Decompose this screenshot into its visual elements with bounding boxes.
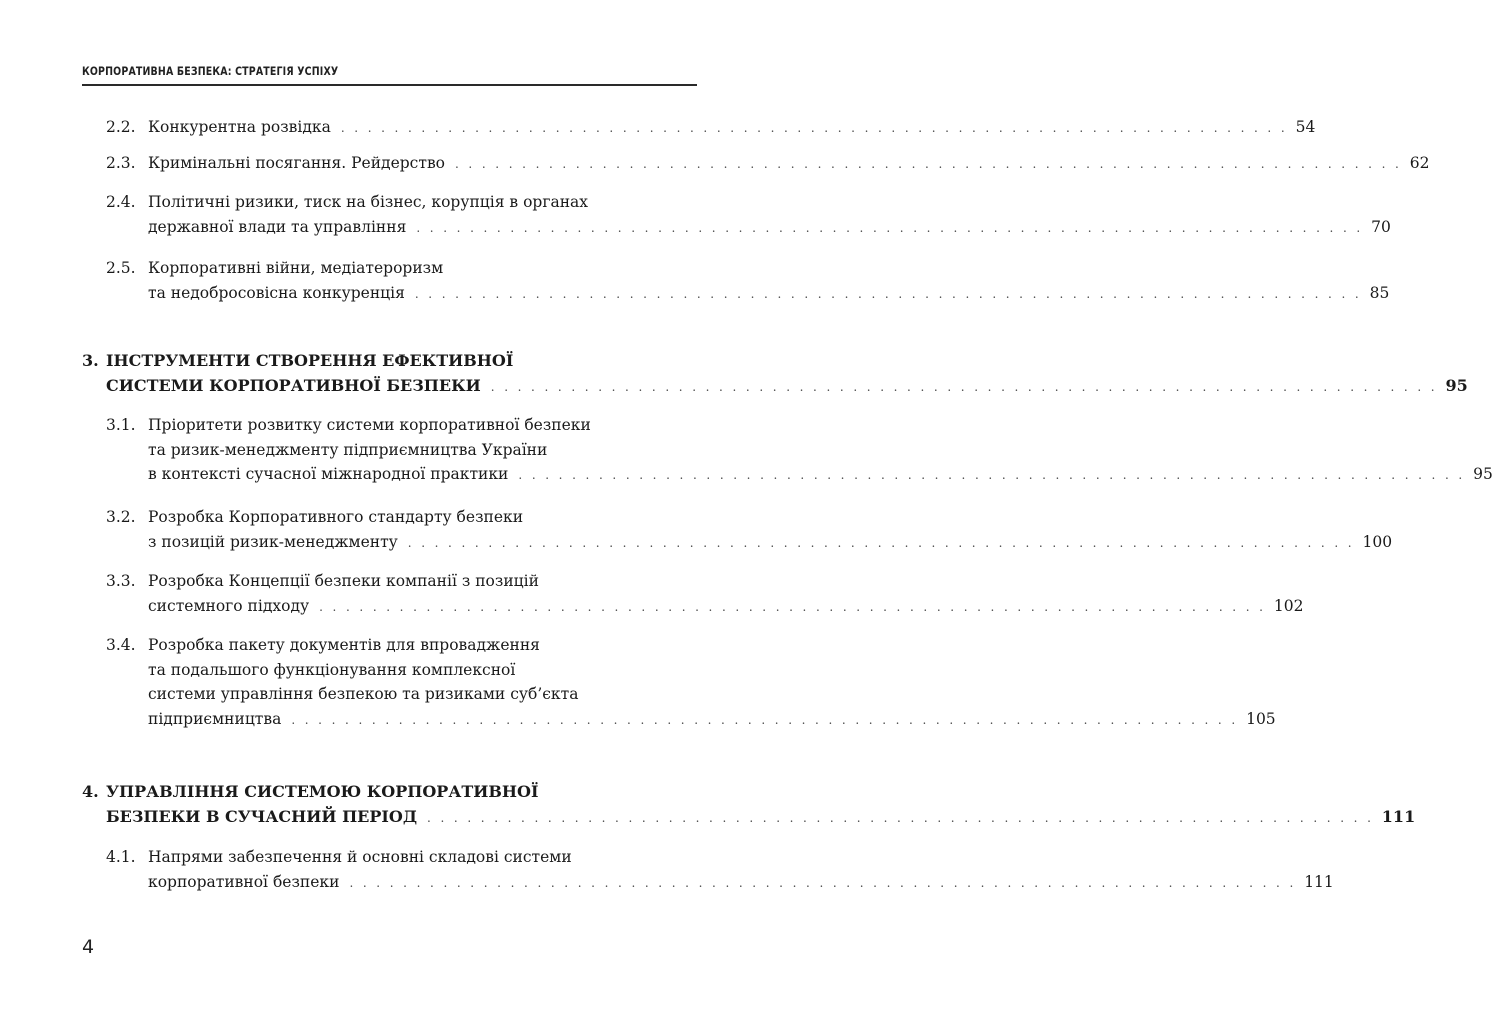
toc-chapter-3[interactable] [82,349,1468,399]
toc-entry-3-2[interactable] [82,505,1393,555]
toc-entry-2-3[interactable] [82,151,1430,177]
toc-page-number: 70 [1371,217,1391,236]
dot-leader: . . . . . . . . . . . . . . . . . . . . . . . . . . . . . . . . . . . . . . . . . . . . . . . . . . . . . . . . . . . . . . . . . . . . . . . [518,468,1466,482]
toc-entry-3-3[interactable] [82,569,1304,619]
toc-chapter-title-line: СИСТЕМИ КОРПОРАТИВНОЇ БЕЗПЕКИ [106,375,481,395]
toc-page-number: 111 [1381,806,1416,826]
toc-entry-title: Конкурентна розвідка [148,118,331,136]
dot-leader: . . . . . . . . . . . . . . . . . . . . . . . . . . . . . . . . . . . . . . . . . . . . . . . . . . . . . . . . . . . . . . . . . . . . . . . [291,712,1239,727]
toc-entry-3-1[interactable] [82,413,1493,488]
dot-leader: . . . . . . . . . . . . . . . . . . . . . . . . . . . . . . . . . . . . . . . . . . . . . . . . . . . . . . . . . . . . . . . . . . . . . . . [407,535,1355,550]
toc-entry-title-line: Розробка пакету документів для впровадження [148,636,540,654]
toc-entry-3-4[interactable] [82,633,1276,732]
toc-entry-title-line: та подальшого функціонування комплексної [148,660,516,679]
toc-entry-title-line: системи управління безпекою та ризиками суб’єкта [148,685,579,703]
page-number: 4 [82,936,95,958]
toc-entry-number: 2.2. [106,118,136,136]
toc-entry-title-line: Розробка Концепції безпеки компанії з позицій [148,572,539,590]
toc-chapter-title-line: ІНСТРУМЕНТИ СТВОРЕННЯ ЕФЕКТИВНОЇ [106,351,514,370]
toc-page-number: 95 [1445,375,1468,395]
toc-entry-title-line: Пріоритети розвитку системи корпоративної безпеки [148,416,591,434]
toc-entry-title-line: та ризик-менеджменту підприємництва України [148,440,548,459]
toc-page-number: 62 [1409,154,1430,172]
toc-entry-number: 2.5. [106,259,136,277]
toc-entry-number: 3.2. [106,508,136,526]
toc-page-number: 105 [1246,709,1276,728]
toc-page-number: 95 [1473,465,1493,483]
toc-entry-title-line: Розробка Корпоративного стандарту безпеки [148,508,524,526]
toc-entry-2-5[interactable] [82,256,1390,306]
header-rule [82,84,697,86]
toc-page-number: 100 [1362,532,1393,551]
toc-entry-title-line: з позицій ризик-менеджменту [148,532,398,551]
toc-entry-number: 2.3. [106,154,136,172]
dot-leader: . . . . . . . . . . . . . . . . . . . . . . . . . . . . . . . . . . . . . . . . . . . . . . . . . . . . . . . . . . . . . . . . . . . . . . . [455,157,1402,171]
toc-entry-title-line: Політичні ризики, тиск на бізнес, корупція в органах [148,193,589,211]
toc-entry-title: Кримінальні посягання. Рейдерство [148,154,445,172]
toc-entry-title-line: системного підходу [148,596,310,615]
toc-entry-title-line: Напрями забезпечення й основні складові системи [148,848,572,866]
dot-leader: . . . . . . . . . . . . . . . . . . . . . . . . . . . . . . . . . . . . . . . . . . . . . . . . . . . . . . . . . . . . . . . . . . . . . . . [414,286,1362,301]
dot-leader: . . . . . . . . . . . . . . . . . . . . . . . . . . . . . . . . . . . . . . . . . . . . . . . . . . . . . . . . . . . . . . . . . . . . . . . [416,220,1364,235]
toc-entry-title-line: державної влади та управління [148,217,407,236]
toc-page-number: 54 [1295,118,1316,136]
toc-page-number: 102 [1273,596,1304,615]
toc-chapter-number: 3. [82,351,99,370]
toc-chapter-4[interactable] [82,780,1416,830]
toc-entry-title-line: Корпоративні війни, медіатероризм [148,259,444,277]
toc-entry-title-line: та недобросовісна конкуренція [148,283,405,302]
toc-entry-number: 4.1. [106,848,136,866]
toc-entry-title-line: підприємництва [148,709,282,728]
toc-entry-number: 2.4. [106,193,136,211]
toc-entry-number: 3.4. [106,636,136,654]
toc-entry-2-4[interactable] [82,190,1391,240]
toc-entry-number: 3.1. [106,416,136,434]
toc-chapter-number: 4. [82,782,99,801]
toc-chapter-title-line: БЕЗПЕКИ В СУЧАСНИЙ ПЕРІОД [106,806,418,826]
toc-entry-4-1[interactable] [82,845,1334,895]
toc-entry-2-2[interactable] [82,115,1316,141]
dot-leader: . . . . . . . . . . . . . . . . . . . . . . . . . . . . . . . . . . . . . . . . . . . . . . . . . . . . . . . . . . . . . . . . . . . . . . . [319,599,1266,614]
toc-page-number: 111 [1304,872,1334,891]
dot-leader: . . . . . . . . . . . . . . . . . . . . . . . . . . . . . . . . . . . . . . . . . . . . . . . . . . . . . . . . . . . . . . . . . . . . . . . [340,121,1288,135]
dot-leader: . . . . . . . . . . . . . . . . . . . . . . . . . . . . . . . . . . . . . . . . . . . . . . . . . . . . . . . . . . . . . . . . . . . . . . . [349,875,1297,890]
toc-chapter-title-line: УПРАВЛІННЯ СИСТЕМОЮ КОРПОРАТИВНОЇ [106,782,539,801]
toc-entry-number: 3.3. [106,572,136,590]
dot-leader: . . . . . . . . . . . . . . . . . . . . . . . . . . . . . . . . . . . . . . . . . . . . . . . . . . . . . . . . . . . . . . . . . . . . . . . [490,379,1438,394]
toc-entry-title-line: корпоративної безпеки [148,872,340,891]
dot-leader: . . . . . . . . . . . . . . . . . . . . . . . . . . . . . . . . . . . . . . . . . . . . . . . . . . . . . . . . . . . . . . . . . . . . . . . [427,810,1374,825]
running-header: КОРПОРАТИВНА БЕЗПЕКА: СТРАТЕГІЯ УСПІХУ [82,64,339,78]
toc-entry-title-line: в контексті сучасної міжнародної практики [148,465,509,483]
toc-page-number: 85 [1369,283,1390,302]
